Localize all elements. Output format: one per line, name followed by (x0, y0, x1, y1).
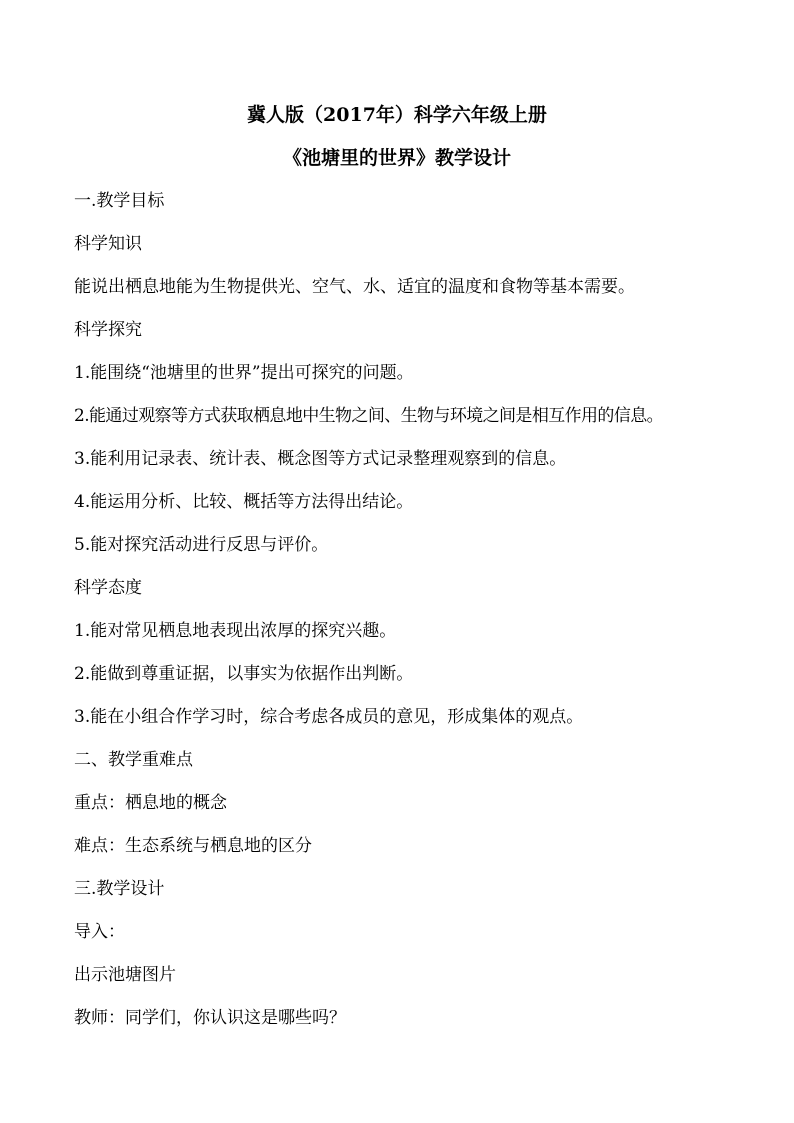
section-heading-design: 三.教学设计 (74, 879, 165, 899)
subheading-inquiry: 科学探究 (74, 320, 142, 340)
list-item: 2.能通过观察等方式获取栖息地中生物之间、生物与环境之间是相互作用的信息。 (74, 406, 664, 426)
list-item: 5.能对探究活动进行反思与评价。 (74, 535, 329, 555)
paragraph-line: 导入： (74, 922, 125, 942)
paragraph-line: 重点：栖息地的概念 (74, 793, 227, 813)
paragraph-line: 能说出栖息地能为生物提供光、空气、水、适宜的温度和食物等基本需要。 (74, 277, 635, 297)
list-item: 1.能围绕“池塘里的世界”提出可探究的问题。 (74, 363, 414, 383)
list-item: 2.能做到尊重证据，以事实为依据作出判断。 (74, 664, 414, 684)
subheading-knowledge: 科学知识 (74, 234, 142, 254)
document-title: 冀人版（2017年）科学六年级上册 (247, 104, 547, 126)
paragraph-line: 教师：同学们，你认识这是哪些吗？ (74, 1008, 346, 1028)
list-item: 1.能对常见栖息地表现出浓厚的探究兴趣。 (74, 621, 397, 641)
subheading-attitude: 科学态度 (74, 578, 142, 598)
document-subtitle: 《池塘里的世界》教学设计 (282, 147, 511, 169)
list-item: 4.能运用分析、比较、概括等方法得出结论。 (74, 492, 414, 512)
section-heading-key-points: 二、教学重难点 (74, 750, 193, 770)
list-item: 3.能在小组合作学习时，综合考虑各成员的意见，形成集体的观点。 (74, 707, 584, 727)
paragraph-line: 难点：生态系统与栖息地的区分 (74, 836, 312, 856)
list-item: 3.能利用记录表、统计表、概念图等方式记录整理观察到的信息。 (74, 449, 567, 469)
section-heading-objectives: 一.教学目标 (74, 191, 165, 211)
paragraph-line: 出示池塘图片 (74, 965, 176, 985)
